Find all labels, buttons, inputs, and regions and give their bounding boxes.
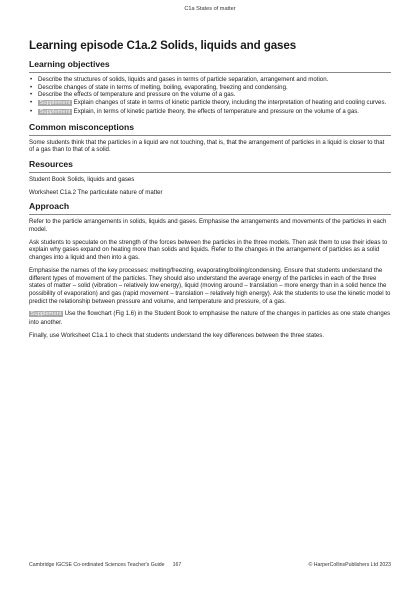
objective-item bbox=[29, 76, 391, 84]
page-number: 167 bbox=[172, 562, 182, 568]
learning-objectives-section bbox=[29, 59, 391, 117]
resource-item: Student Book Solids, liquids and gases bbox=[29, 175, 135, 183]
misconceptions-text: Some students think that the particles in a liquid are not touching, that is, that the arrangement of particles in a liquid is closer to that of a gas than to that of a solid. bbox=[29, 138, 385, 154]
bullet-icon: • bbox=[30, 83, 33, 91]
approach-paragraph: Ask students to speculate on the strength of the forces between the particles in the three models. Then ask them to use their ideas to explain why gases expand on heating more than solids and liquids. Refer to the changes in the arrangement of particles as a solid changes into a liquid and then into a gas. bbox=[29, 238, 388, 262]
approach-heading: Approach bbox=[29, 201, 70, 212]
page-content bbox=[29, 39, 391, 344]
objective-item bbox=[29, 84, 391, 92]
objective-item-supplement bbox=[29, 108, 391, 117]
misconceptions-heading: Common misconceptions bbox=[29, 121, 135, 132]
objective-text: Describe the effects of temperature and pressure on the volume of a gas. bbox=[38, 91, 236, 99]
supplement-badge: Supplement bbox=[30, 311, 62, 318]
objective-text: Describe the structures of solids, liquids and gases in terms of particle separation, arrangement and motion. bbox=[38, 76, 329, 83]
footer-left bbox=[29, 562, 189, 568]
approach-paragraph-supplement bbox=[29, 310, 391, 326]
footer-copyright: © HarperCollinsPublishers Ltd 2023 bbox=[308, 562, 391, 568]
objective-text: Explain changes of state in terms of kinetic particle theory, including the interpretation of heating and cooling curves. bbox=[73, 99, 387, 107]
bullet-icon: • bbox=[30, 107, 33, 115]
page-title: Learning episode C1a.2 Solids, liquids and gases bbox=[29, 39, 297, 52]
approach-section bbox=[29, 201, 391, 339]
approach-supplement-text: Use the flowchart (Fig 1.6) in the Student Book to emphasise the nature of the changes in particles as one state changes into another. bbox=[29, 310, 391, 327]
objective-item-supplement bbox=[29, 99, 391, 108]
approach-paragraph: Emphasise the names of the key processes: melting/freezing, evaporating/boiling/condensing. Ensure that students understand the different types of movement of the particles. They should also understand the average energy of the particles in each of the three states of matter – solid (vibration – relatively low energy), liquid (moving around – translation – more energy than in a solid hence the possibility of evaporation) and gas (rapid movement – translation – relatively high energy). Ask the students to use the kinetic model to predict the relationship between pressure and volume, and temperature and pressure, of a gas. bbox=[29, 266, 391, 305]
objectives-list bbox=[29, 76, 391, 117]
approach-paragraph: Refer to the particle arrangements in solids, liquids and gases. Emphasise the arrangements and movements of the particles in each model. bbox=[29, 218, 387, 234]
footer-book-title: Cambridge IGCSE Co-ordinated Sciences Teacher's Guide bbox=[29, 562, 165, 568]
resource-item: Worksheet C1a.2 The particulate nature of matter bbox=[29, 188, 163, 196]
approach-paragraph: Finally, use Worksheet C1a.1 to check that students understand the key differences between the three states. bbox=[29, 331, 325, 339]
bullet-icon: • bbox=[30, 99, 33, 107]
page-footer bbox=[29, 562, 391, 568]
objective-text: Explain, in terms of kinetic particle theory, the effects of temperature and pressure on the volume of a gas. bbox=[73, 107, 359, 115]
bullet-icon: • bbox=[30, 91, 33, 99]
section-divider bbox=[29, 214, 391, 215]
running-head: C1a States of matter bbox=[184, 6, 236, 12]
learning-objectives-heading: Learning objectives bbox=[29, 59, 110, 69]
resources-section bbox=[29, 159, 391, 196]
objective-item bbox=[29, 91, 391, 99]
supplement-badge: Supplement bbox=[39, 100, 71, 107]
misconceptions-section bbox=[29, 122, 391, 154]
resources-heading: Resources bbox=[29, 158, 73, 169]
section-divider bbox=[29, 172, 391, 173]
objective-text: Describe changes of state in terms of melting, boiling, evaporating, freezing and condensing. bbox=[38, 83, 288, 91]
supplement-badge: Supplement bbox=[39, 108, 71, 115]
section-divider bbox=[29, 72, 391, 73]
bullet-icon: • bbox=[30, 76, 33, 83]
section-divider bbox=[29, 135, 391, 136]
